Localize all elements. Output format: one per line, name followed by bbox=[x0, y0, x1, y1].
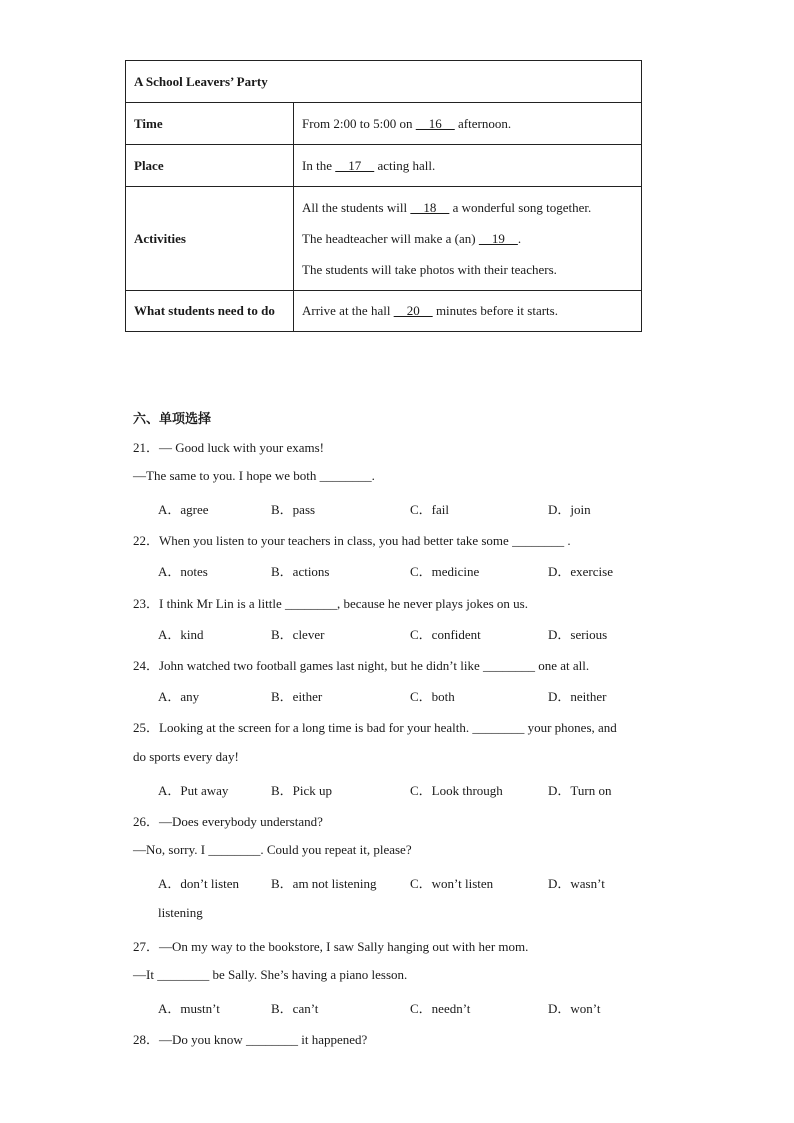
row-label-activities: Activities bbox=[126, 187, 294, 291]
q24-option-d[interactable]: D．neither bbox=[548, 689, 607, 704]
q27-option-c[interactable]: C．needn’t bbox=[410, 1001, 471, 1016]
q23-option-d[interactable]: D．serious bbox=[548, 627, 608, 642]
row-content-time: From 2:00 to 5:00 on 16 afternoon. bbox=[294, 103, 642, 145]
q24-option-a[interactable]: A．any bbox=[158, 689, 200, 704]
q22-stem: 22．When you listen to your teachers in class, you had better take some ________ . bbox=[133, 533, 571, 548]
q23-option-b[interactable]: B．clever bbox=[271, 627, 325, 642]
q21-stem-2: —The same to you. I hope we both ________. bbox=[133, 468, 375, 483]
q25-option-a[interactable]: A．Put away bbox=[158, 783, 229, 798]
q25-option-b[interactable]: B．Pick up bbox=[271, 783, 333, 798]
q21-option-b[interactable]: B．pass bbox=[271, 502, 316, 517]
q26-option-d[interactable]: D．wasn’t bbox=[548, 876, 605, 891]
q23-option-a[interactable]: A．kind bbox=[158, 627, 204, 642]
party-notice-table bbox=[125, 60, 642, 332]
q24-option-b[interactable]: B．either bbox=[271, 689, 323, 704]
q23-stem: 23．I think Mr Lin is a little ________, because he never plays jokes on us. bbox=[133, 596, 528, 611]
section-title: 六、单项选择 bbox=[133, 412, 212, 427]
q21-option-d[interactable]: D．join bbox=[548, 502, 591, 517]
row-label-time: Time bbox=[126, 103, 294, 145]
blank-17: 17 bbox=[335, 157, 375, 173]
q21-stem: 21．— Good luck with your exams! bbox=[133, 440, 325, 455]
activity-line-3: The students will take photos with their teachers. bbox=[302, 262, 557, 277]
q24-option-c[interactable]: C．both bbox=[410, 689, 455, 704]
table-row-activities bbox=[126, 187, 642, 291]
q26-stem-2: —No, sorry. I ________. Could you repeat it, please? bbox=[133, 842, 412, 857]
row-content-activities bbox=[294, 187, 642, 291]
q27-stem: 27．—On my way to the bookstore, I saw Sally hanging out with her mom. bbox=[133, 939, 529, 954]
q22-option-c[interactable]: C．medicine bbox=[410, 564, 480, 579]
q22-option-b[interactable]: B．actions bbox=[271, 564, 330, 579]
q25-option-c[interactable]: C．Look through bbox=[410, 783, 503, 798]
q25-option-d[interactable]: D．Turn on bbox=[548, 783, 612, 798]
q26-option-c[interactable]: C．won’t listen bbox=[410, 876, 494, 891]
table-row-place bbox=[126, 145, 642, 187]
blank-18: 18 bbox=[410, 200, 450, 215]
q27-stem-2: —It ________ be Sally. She’s having a piano lesson. bbox=[133, 967, 408, 982]
q23-option-c[interactable]: C．confident bbox=[410, 627, 481, 642]
q28-stem: 28．—Do you know ________ it happened? bbox=[133, 1032, 368, 1047]
q27-option-a[interactable]: A．mustn’t bbox=[158, 1001, 220, 1016]
table-title: A School Leavers’ Party bbox=[126, 61, 642, 103]
activity-line-1: All the students will 18 a wonderful song together. bbox=[302, 200, 592, 215]
table-row-need bbox=[126, 291, 642, 332]
q27-option-d[interactable]: D．won’t bbox=[548, 1001, 601, 1016]
q21-option-a[interactable]: A．agree bbox=[158, 502, 209, 517]
q24-stem: 24．John watched two football games last night, but he didn’t like ________ one at all. bbox=[133, 658, 590, 673]
row-content-place: In the 17 acting hall. bbox=[294, 145, 642, 187]
q25-stem: 25．Looking at the screen for a long time is bad for your health. ________ your phones, and bbox=[133, 720, 617, 735]
q27-option-b[interactable]: B．can’t bbox=[271, 1001, 319, 1016]
row-label-need: What students need to do bbox=[126, 291, 294, 332]
table-title-row bbox=[126, 61, 642, 103]
q26-option-d-continued: listening bbox=[158, 905, 203, 920]
activity-line-2: The headteacher will make a (an) 19 . bbox=[302, 231, 522, 246]
q22-option-a[interactable]: A．notes bbox=[158, 564, 208, 579]
q26-stem: 26．—Does everybody understand? bbox=[133, 814, 323, 829]
blank-16: 16 bbox=[415, 115, 455, 131]
q25-stem-2: do sports every day! bbox=[133, 749, 239, 764]
blank-19: 19 bbox=[478, 231, 518, 246]
table-row-time bbox=[126, 103, 642, 145]
q21-option-c[interactable]: C．fail bbox=[410, 502, 449, 517]
row-content-need: Arrive at the hall 20 minutes before it starts. bbox=[294, 291, 642, 332]
q22-option-d[interactable]: D．exercise bbox=[548, 564, 613, 579]
q26-option-b[interactable]: B．am not listening bbox=[271, 876, 377, 891]
blank-20: 20 bbox=[393, 303, 433, 318]
q26-option-a[interactable]: A．don’t listen bbox=[158, 876, 240, 891]
row-label-place: Place bbox=[126, 145, 294, 187]
